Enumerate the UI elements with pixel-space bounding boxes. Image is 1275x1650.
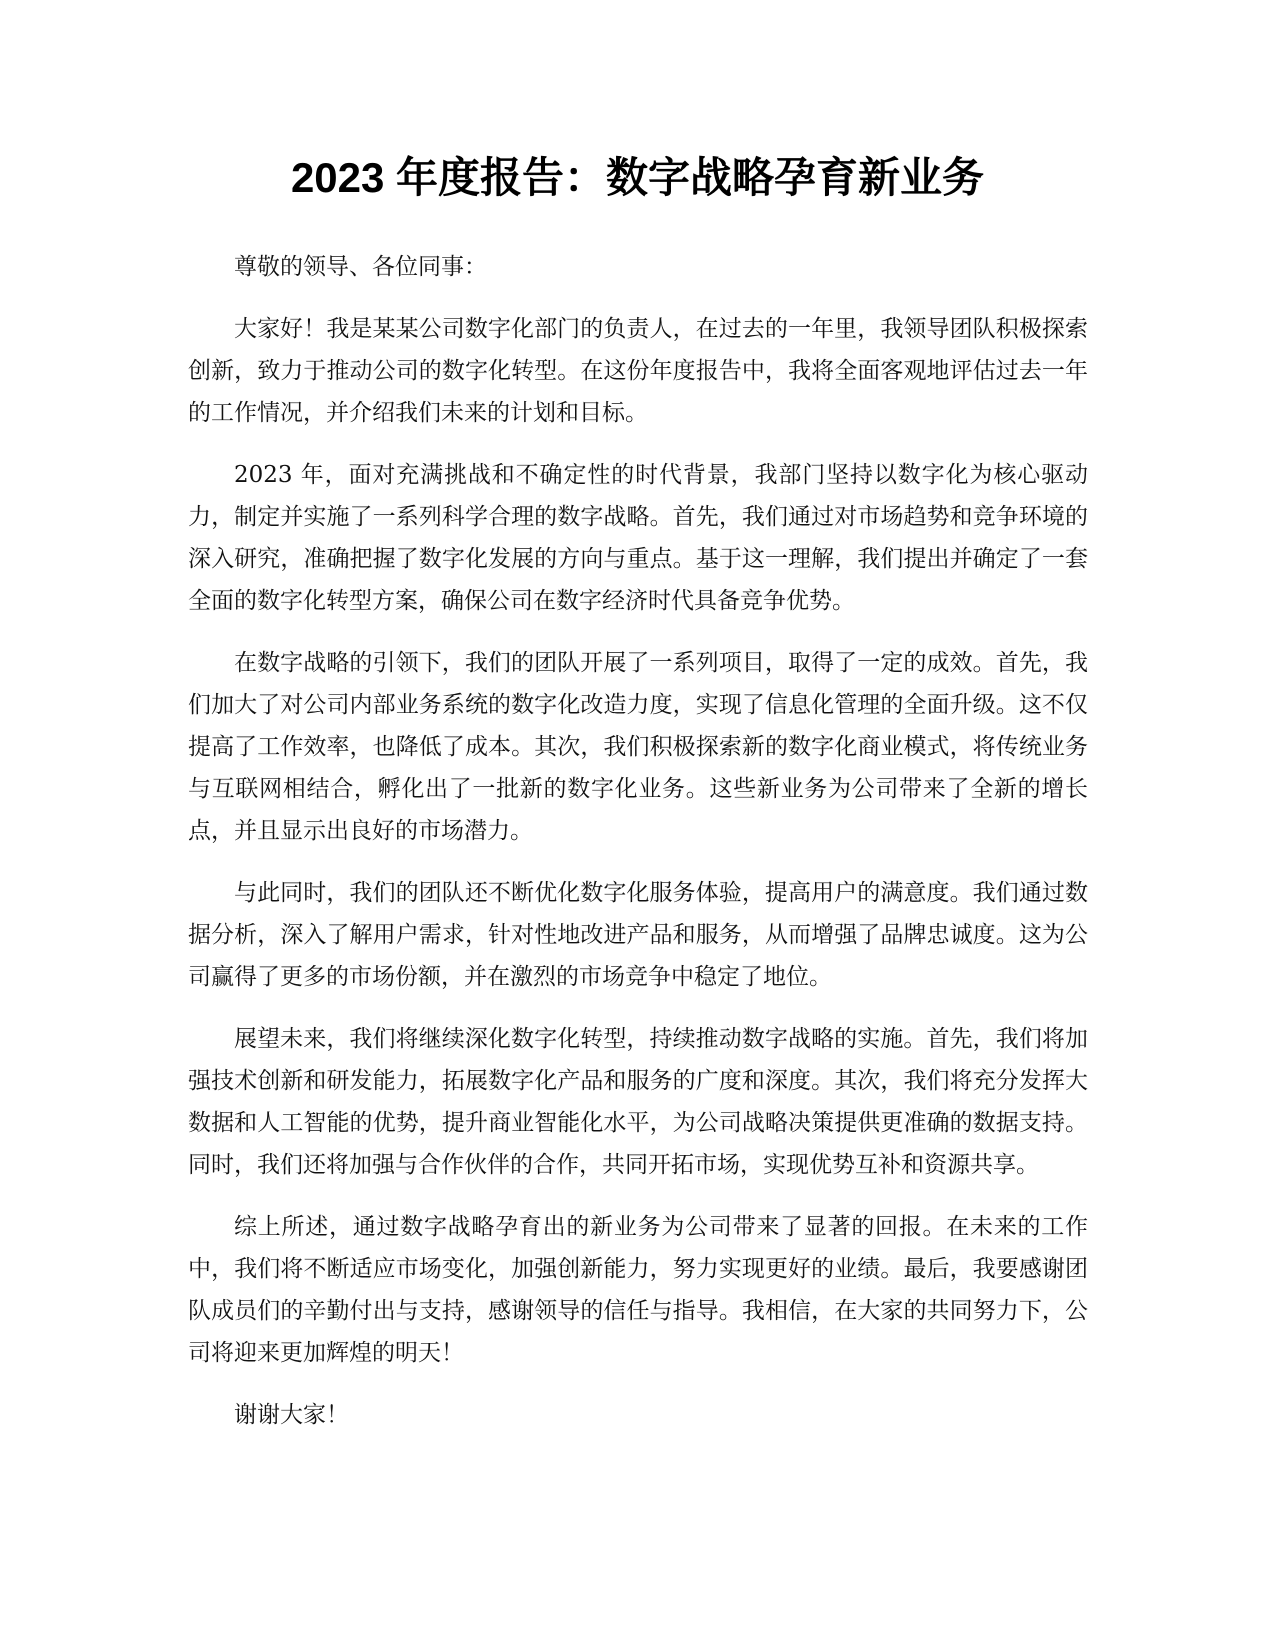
strategy-paragraph: 2023 年，面对充满挑战和不确定性的时代背景，我部门坚持以数字化为核心驱动力，制定并实施了一系列科学合理的数字战略。首先，我们通过对市场趋势和竞争环境的深入研究，准确把握了数字化发展的方向与重点。基于这一理解，我们提出并确定了一套全面的数字化转型方案，确保公司在数字经济时代具备竞争优势。 bbox=[188, 462, 1088, 614]
summary-paragraph: 综上所述，通过数字战略孕育出的新业务为公司带来了显著的回报。在未来的工作中，我们将不断适应市场变化，加强创新能力，努力实现更好的业绩。最后，我要感谢团队成员们的辛勤付出与支持，感谢领导的信任与指导。我相信，在大家的共同努力下，公司将迎来更加辉煌的明天！ bbox=[188, 1214, 1088, 1366]
document-title: 2023 年度报告：数字战略孕育新业务 bbox=[290, 154, 985, 201]
service-paragraph: 与此同时，我们的团队还不断优化数字化服务体验，提高用户的满意度。我们通过数据分析，深入了解用户需求，针对性地改进产品和服务，从而增强了品牌忠诚度。这为公司赢得了更多的市场份额，并在激烈的市场竞争中稳定了地位。 bbox=[188, 880, 1088, 990]
document-body bbox=[188, 246, 1088, 1456]
intro-paragraph: 大家好！我是某某公司数字化部门的负责人，在过去的一年里，我领导团队积极探索创新，致力于推动公司的数字化转型。在这份年度报告中，我将全面客观地评估过去一年的工作情况，并介绍我们未来的计划和目标。 bbox=[188, 316, 1088, 426]
salutation-paragraph: 尊敬的领导、各位同事： bbox=[234, 254, 487, 280]
outlook-paragraph: 展望未来，我们将继续深化数字化转型，持续推动数字战略的实施。首先，我们将加强技术创新和研发能力，拓展数字化产品和服务的广度和深度。其次，我们将充分发挥大数据和人工智能的优势，提升商业智能化水平，为公司战略决策提供更准确的数据支持。同时，我们还将加强与合作伙伴的合作，共同开拓市场，实现优势互补和资源共享。 bbox=[188, 1026, 1088, 1178]
closing-paragraph: 谢谢大家！ bbox=[234, 1402, 349, 1428]
projects-paragraph: 在数字战略的引领下，我们的团队开展了一系列项目，取得了一定的成效。首先，我们加大了对公司内部业务系统的数字化改造力度，实现了信息化管理的全面升级。这不仅提高了工作效率，也降低了成本。其次，我们积极探索新的数字化商业模式，将传统业务与互联网相结合，孵化出了一批新的数字化业务。这些新业务为公司带来了全新的增长点，并且显示出良好的市场潜力。 bbox=[188, 650, 1088, 844]
